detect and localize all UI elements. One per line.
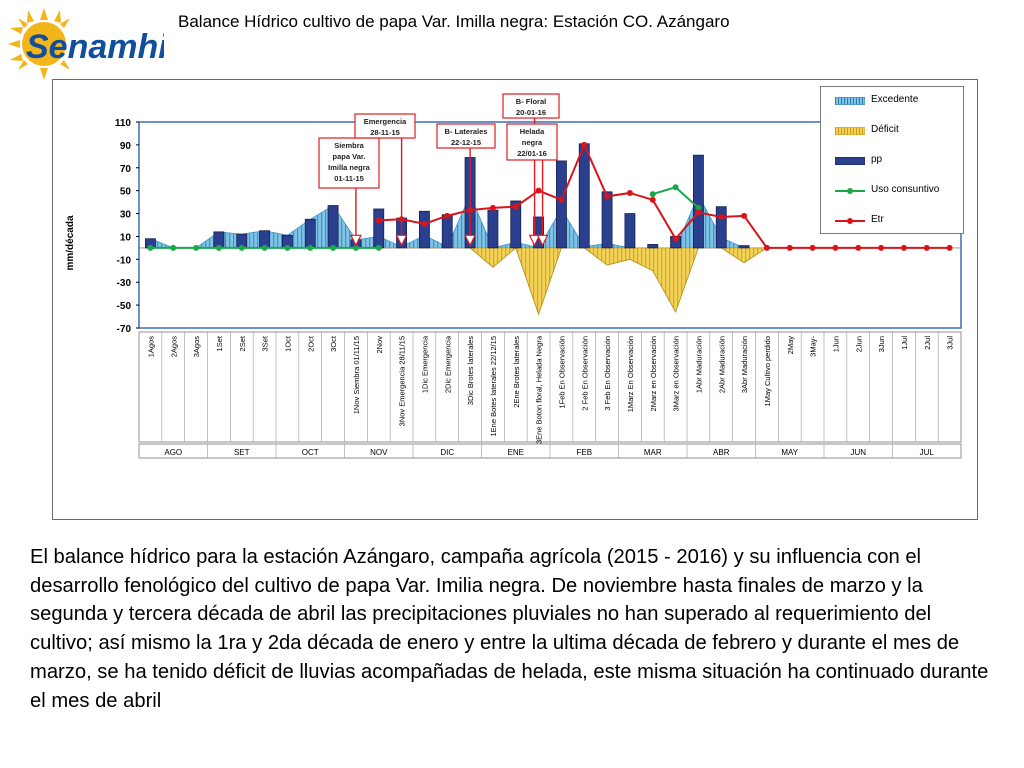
deficit-area <box>150 248 949 314</box>
uso-consuntivo-line <box>653 187 699 208</box>
month-label: ENE <box>507 448 524 457</box>
etr-point <box>901 245 907 251</box>
etr-point <box>741 213 747 219</box>
month-label: MAR <box>643 448 662 457</box>
annotation-text: B- Laterales <box>444 127 488 136</box>
month-label: NOV <box>370 448 388 457</box>
annotation-text: Siembra <box>334 141 364 150</box>
uso-consuntivo-point <box>147 245 153 251</box>
pp-bar <box>648 244 658 247</box>
x-category-label: 2Nov <box>374 336 384 354</box>
x-category-label: 3Marz en Observación <box>671 336 681 412</box>
etr-point <box>810 245 816 251</box>
etr-point <box>650 197 656 203</box>
x-category-label: 3Set <box>260 336 270 352</box>
x-category-label: 3Ene Boton floral, Helada Negra <box>534 336 544 444</box>
annotation-text: 22/01-16 <box>517 149 547 158</box>
pp-bar <box>693 155 703 248</box>
etr-point <box>421 221 427 227</box>
etr-point <box>444 213 450 219</box>
x-category-label: 3May- <box>808 336 818 357</box>
etr-point <box>695 209 701 215</box>
striped-blue-bar-swatch <box>835 97 865 105</box>
legend-label: pp <box>871 154 883 165</box>
slide-title: Balance Hídrico cultivo de papa Var. Imilla negra: Estación CO. Azángaro <box>178 12 730 31</box>
pp-bar <box>419 211 429 248</box>
pp-bar <box>442 215 452 248</box>
month-label: JUL <box>919 448 934 457</box>
month-label: OCT <box>301 448 319 457</box>
x-category-label: 2Ene Brotes laterales <box>511 336 521 408</box>
y-tick-label: 90 <box>119 140 131 152</box>
x-category-label: 1Feb En Observación <box>557 336 567 409</box>
uso-consuntivo-point <box>330 245 336 251</box>
x-category-label: 1Jun <box>831 336 841 353</box>
x-category-label: 3Jul <box>945 336 955 350</box>
etr-point <box>604 193 610 199</box>
x-category-label: 1Marz En Observación <box>625 336 635 413</box>
annotation-text: B- Floral <box>515 97 547 106</box>
caption-text: El balance hídrico para la estación Azángaro, campaña agrícola (2015 - 2016) y su influencia con el desarrollo fenológico del cultivo de papa Var. Imilia negra. De noviembre hasta finales de marzo y la segunda y tercera década de abril las precipitaciones pluviales no han superado al requerimiento del cultivo; así mismo la 1ra y 2da década de enero y entre la ultima década de febrero y durante el mes de marzo, se ha tenido déficit de lluvias acompañadas de helada, este misma situación ha continuado durante el mes de abril <box>30 546 989 712</box>
month-label: JUN <box>850 448 867 457</box>
x-category-label: 1Jul <box>899 336 909 350</box>
x-category-label: 3Agos <box>192 336 202 358</box>
uso-consuntivo-point <box>216 245 222 251</box>
x-category-label: 1Set <box>214 336 224 352</box>
x-category-label: 2Abr Maduración <box>717 336 727 394</box>
etr-point <box>947 245 953 251</box>
annotation-text: Imilla negra <box>328 163 370 172</box>
month-label: FEB <box>576 448 593 457</box>
y-tick-label: -70 <box>116 324 131 335</box>
x-category-label: 2May <box>785 336 795 355</box>
y-tick-label: -50 <box>116 301 131 313</box>
y-tick-label: 110 <box>114 118 131 129</box>
uso-consuntivo-point <box>376 245 382 251</box>
x-category-label: 2Set <box>237 336 247 352</box>
legend-label: Uso consuntivo <box>871 184 940 195</box>
uso-consuntivo-point <box>193 245 199 251</box>
y-tick-label: 50 <box>119 186 131 198</box>
pp-bar <box>328 206 338 248</box>
x-category-label: 2Oct <box>306 336 316 352</box>
etr-point <box>855 245 861 251</box>
etr-point <box>581 142 587 148</box>
uso-consuntivo-point <box>284 245 290 251</box>
x-category-label: 2Dic Emergencia <box>443 336 453 394</box>
etr-point <box>376 217 382 223</box>
x-category-label: 2Marz en Observación <box>648 336 658 412</box>
annotation-text: 28-11-15 <box>370 128 400 137</box>
month-label: DIC <box>440 448 455 457</box>
annotation-text: 01-11-15 <box>334 174 364 183</box>
uso-consuntivo-point <box>650 191 656 197</box>
uso-consuntivo-point <box>262 245 268 251</box>
month-label: SET <box>233 448 250 457</box>
etr-point <box>924 245 930 251</box>
x-category-label: 3Dic Brotes laterales <box>466 336 476 406</box>
etr-point <box>673 236 679 242</box>
x-category-label: 1Oct <box>283 336 293 352</box>
pp-bar <box>739 246 749 248</box>
x-category-label: 2Agos <box>169 336 179 358</box>
etr-point <box>764 245 770 251</box>
pp-bar <box>305 219 315 248</box>
etr-point <box>787 245 793 251</box>
etr-point <box>490 205 496 211</box>
logo-wordmark: Senamhi <box>26 28 164 66</box>
annotation-text: negra <box>521 138 543 147</box>
x-category-label: 2Jul <box>922 336 932 350</box>
legend-label: Etr <box>871 214 884 225</box>
y-tick-label: 10 <box>119 232 131 244</box>
x-category-label: 3Abr Maduración <box>740 336 750 394</box>
x-category-label: 3Oct <box>329 336 339 352</box>
y-axis-label: mm/década <box>65 215 76 271</box>
etr-point <box>513 204 519 210</box>
x-category-label: 1Dic Emergencia <box>420 336 430 394</box>
x-category-label: 1May Cultivo perdido <box>762 336 772 407</box>
etr-point <box>718 214 724 220</box>
etr-point <box>558 197 564 203</box>
month-label: ABR <box>713 448 730 457</box>
x-category-label: 1Agos <box>146 336 156 358</box>
month-label: AGO <box>164 448 183 457</box>
etr-point <box>832 245 838 251</box>
uso-consuntivo-point <box>170 245 176 251</box>
senamhi-logo <box>4 4 164 82</box>
x-category-label: 3Jun <box>877 336 887 353</box>
month-label: MAY <box>781 448 799 457</box>
pp-bar <box>374 209 384 248</box>
y-tick-label: -30 <box>116 278 131 290</box>
x-category-label: 1Abr Maduración <box>694 336 704 394</box>
red-line-marker-swatch <box>835 217 865 225</box>
pp-bar <box>556 161 566 248</box>
annotation-text: papa Var. <box>332 152 366 161</box>
legend-label: Excedente <box>871 94 919 105</box>
pp-bar <box>625 214 635 248</box>
dark-blue-bar-swatch <box>835 157 865 165</box>
annotation-text: 22-12-15 <box>450 138 482 147</box>
uso-consuntivo-point <box>673 184 679 190</box>
uso-consuntivo-point <box>239 245 245 251</box>
pp-bar <box>579 144 589 248</box>
x-category-label: 2 Feb En Observación <box>580 336 590 411</box>
etr-point <box>878 245 884 251</box>
annotation-text: 20-01-16 <box>515 108 547 117</box>
x-category-label: 3 Feb En Observación <box>603 336 613 411</box>
annotation-text: Emergencia <box>363 117 407 126</box>
etr-point <box>627 190 633 196</box>
x-category-label: 3Nov Emergencia 28/11/15 <box>397 336 407 427</box>
y-tick-label: -10 <box>116 255 131 267</box>
striped-yellow-bar-swatch <box>835 127 865 135</box>
green-line-marker-swatch <box>835 187 865 195</box>
y-tick-label: 70 <box>119 163 131 175</box>
y-tick-label: 30 <box>119 209 131 221</box>
pp-bar <box>488 210 498 248</box>
etr-point <box>536 188 542 194</box>
x-category-label: 1Nov Siembra 01/11/15 <box>351 336 361 415</box>
x-category-label: 1Ene Botes laterales 22/12/15 <box>488 336 498 437</box>
legend-label: Déficit <box>871 124 899 135</box>
pp-bar <box>716 207 726 248</box>
pp-bar <box>602 192 612 248</box>
annotation-text: Helada <box>519 127 545 136</box>
x-category-label: 2Jun <box>854 336 864 353</box>
chart-legend <box>820 86 964 234</box>
uso-consuntivo-point <box>307 245 313 251</box>
